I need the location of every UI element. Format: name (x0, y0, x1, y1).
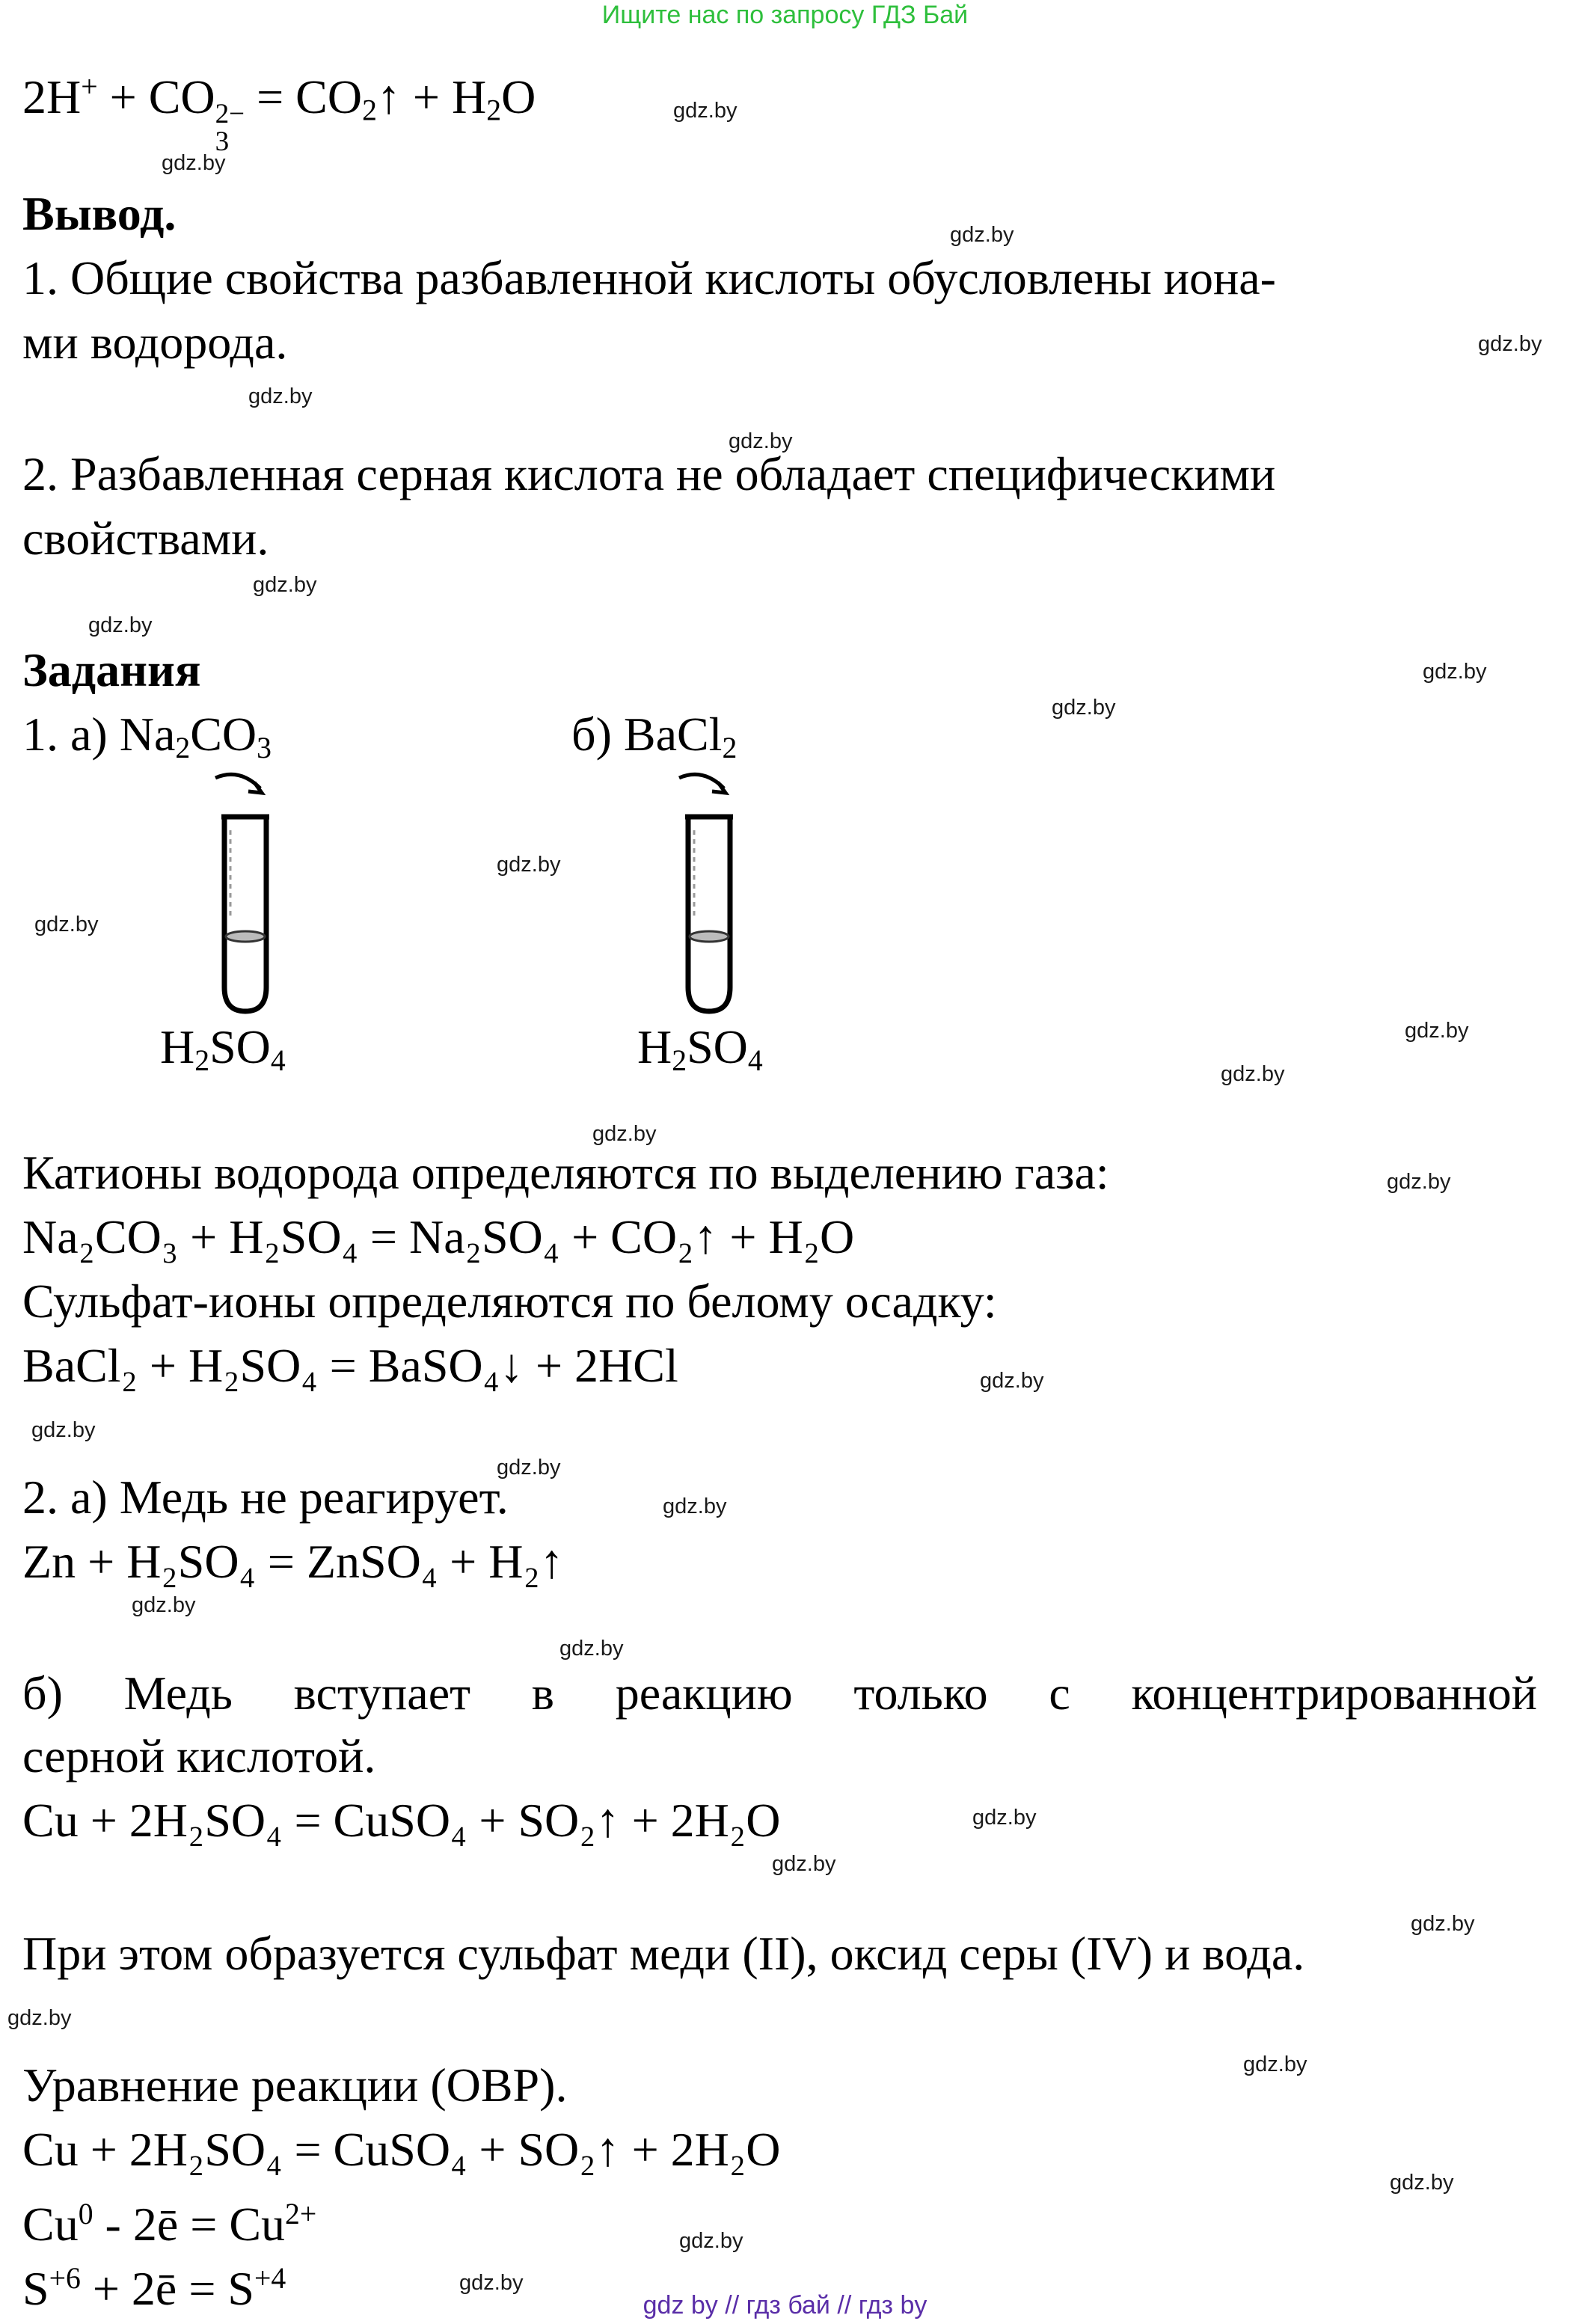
half2-sup: +6 (49, 2262, 81, 2295)
half2-part: S (22, 2261, 49, 2315)
watermark: gdz.by (88, 613, 153, 637)
watermark: gdz.by (1405, 1019, 1469, 1043)
tube-b-label (637, 1019, 763, 1089)
task2b-line1: б) Медь вступает в реакцию только с концентрированной (22, 1667, 1537, 1720)
eq-part: + CO (97, 70, 215, 123)
eq-sub: 2 (486, 93, 502, 127)
eq-part: ↑ + H (376, 70, 487, 123)
watermark: gdz.by (772, 1852, 836, 1876)
watermark: gdz.by (132, 1593, 196, 1617)
task2b-line2: серной кислотой. (22, 1729, 376, 1782)
sub-2: 2 (175, 731, 191, 764)
ion-charge-stack (215, 100, 245, 156)
sub-3: 3 (257, 731, 272, 764)
equation-3: Zn + H₂SO₄ = ZnSO₄ + H₂↑ (22, 1535, 564, 1588)
equation-1: Na₂CO₃ + H₂SO₄ = Na₂SO₄ + CO₂↑ + H₂O (22, 1210, 855, 1263)
ionic-equation (22, 58, 536, 156)
ion-charge: 2− (215, 98, 245, 129)
conclusion-p2-line1: 2. Разбавленная серная кислота не обладает специфическими (22, 447, 1276, 500)
tube-label-text: H (160, 1020, 195, 1073)
watermark: gdz.by (1478, 332, 1542, 356)
watermark: gdz.by (950, 223, 1014, 247)
half1-sup: 0 (78, 2198, 93, 2231)
eq-part: O (501, 70, 536, 123)
tube-label-rest: SO (209, 1020, 271, 1073)
watermark: gdz.by (31, 1418, 96, 1442)
task1a-text-rest: CO (190, 708, 257, 761)
eq-sup: + (81, 70, 98, 103)
watermark: gdz.by (1411, 1912, 1475, 1936)
sub-4: 4 (747, 1043, 763, 1077)
eq-sub: 2 (362, 93, 377, 127)
half-reaction-1 (22, 2186, 316, 2253)
equation-4: Cu + 2H₂SO₄ = CuSO₄ + SO₂↑ + 2H₂O (22, 1794, 781, 1847)
equation-5: Cu + 2H₂SO₄ = CuSO₄ + SO₂↑ + 2H₂O (22, 2123, 781, 2176)
watermark: gdz.by (980, 1369, 1044, 1393)
watermark: gdz.by (729, 429, 793, 453)
watermark: gdz.by (7, 2006, 72, 2030)
watermark: gdz.by (1052, 696, 1116, 720)
watermark: gdz.by (559, 1637, 624, 1661)
watermark: gdz.by (1387, 1170, 1451, 1194)
sub-2: 2 (722, 731, 738, 764)
products-text: При этом образуется сульфат меди (II), оксид серы (IV) и вода. (22, 1927, 1305, 1980)
watermark: gdz.by (253, 573, 317, 597)
redox-text: Уравнение реакции (ОВР). (22, 2058, 568, 2112)
watermark: gdz.by (679, 2229, 743, 2253)
watermark: gdz.by (592, 1122, 657, 1146)
top-banner[interactable]: Ищите нас по запросу ГДЗ Бай (601, 1, 969, 29)
test-tube-b-icon (666, 763, 755, 1017)
eq-part: = CO (245, 70, 363, 123)
watermark: gdz.by (497, 853, 561, 877)
sulfate-text: Сульфат-ионы определяются по белому осадку: (22, 1275, 997, 1328)
conclusion-p1-line1: 1. Общие свойства разбавленной кислоты обусловлены иона- (22, 251, 1276, 304)
half2-part: + 2ē = S (80, 2261, 254, 2315)
watermark: gdz.by (972, 1806, 1037, 1830)
half1-sup: 2+ (285, 2198, 317, 2231)
conclusion-p1-line2: ми водорода. (22, 316, 288, 369)
sub-4: 4 (270, 1043, 286, 1077)
half2-sup: +4 (254, 2262, 286, 2295)
cations-text: Катионы водорода определяются по выделению газа: (22, 1146, 1109, 1199)
tube-label-rest: SO (687, 1020, 748, 1073)
tube-label-text: H (637, 1020, 672, 1073)
conclusion-p2-line2: свойствами. (22, 512, 269, 565)
task2a-text: 2. а) Медь не реагирует. (22, 1471, 509, 1524)
ion-sub: 3 (215, 126, 230, 157)
eq-part: 2H (22, 70, 82, 123)
watermark: gdz.by (1390, 2171, 1454, 2195)
watermark: gdz.by (162, 151, 226, 175)
footer-links[interactable]: gdz by // гдз бай // гдз by (643, 2291, 927, 2320)
half1-part: - 2ē = Cu (93, 2197, 286, 2251)
watermark: gdz.by (34, 913, 99, 936)
sub-2: 2 (672, 1043, 687, 1077)
tube-a-label (160, 1019, 286, 1089)
watermark: gdz.by (1423, 660, 1487, 684)
watermark: gdz.by (497, 1456, 561, 1480)
tasks-heading: Задания (22, 643, 201, 696)
test-tube-a-icon (202, 763, 292, 1017)
task1b-text: б) BaCl (571, 708, 723, 761)
equation-2: BaCl₂ + H₂SO₄ = BaSO₄↓ + 2HCl (22, 1339, 678, 1392)
watermark: gdz.by (1221, 1062, 1285, 1086)
half1-part: Cu (22, 2197, 79, 2251)
watermark: gdz.by (673, 99, 738, 123)
task1a-text: 1. а) Na (22, 708, 176, 761)
watermark: gdz.by (1243, 2052, 1307, 2076)
watermark: gdz.by (663, 1494, 727, 1518)
watermark: gdz.by (248, 384, 313, 408)
watermark: gdz.by (459, 2271, 524, 2295)
conclusion-heading: Вывод. (22, 187, 177, 240)
sub-2: 2 (194, 1043, 210, 1077)
